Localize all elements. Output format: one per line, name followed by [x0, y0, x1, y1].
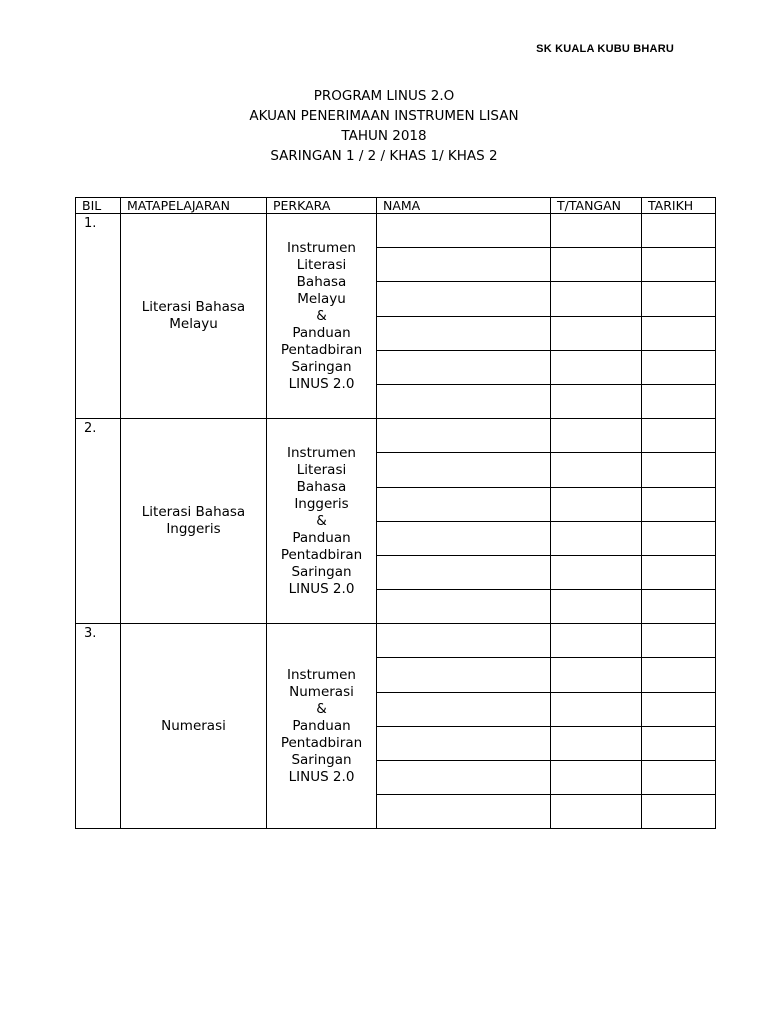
date-cell[interactable]	[642, 590, 716, 624]
name-cell[interactable]	[377, 248, 551, 282]
table-row	[76, 419, 716, 453]
signature-cell[interactable]	[551, 248, 642, 282]
date-cell[interactable]	[642, 624, 716, 658]
name-cell[interactable]	[377, 521, 551, 555]
name-cell[interactable]	[377, 761, 551, 795]
column-header-matapelajaran: MATAPELAJARAN	[121, 198, 267, 214]
column-header-ttangan: T/TANGAN	[551, 198, 642, 214]
date-cell[interactable]	[642, 795, 716, 829]
date-cell[interactable]	[642, 521, 716, 555]
signature-cell[interactable]	[551, 761, 642, 795]
date-cell[interactable]	[642, 761, 716, 795]
title-line-tahun: TAHUN 2018	[341, 128, 427, 144]
acceptance-table	[75, 197, 716, 829]
bil-cell: 3.	[76, 624, 121, 829]
name-cell[interactable]	[377, 453, 551, 487]
document-title-block	[0, 86, 768, 166]
bil-cell: 2.	[76, 419, 121, 624]
signature-cell[interactable]	[551, 384, 642, 418]
column-header-tarikh: TARIKH	[642, 198, 716, 214]
name-cell[interactable]	[377, 795, 551, 829]
name-cell[interactable]	[377, 214, 551, 248]
signature-cell[interactable]	[551, 282, 642, 316]
column-header-perkara: PERKARA	[267, 198, 377, 214]
signature-cell[interactable]	[551, 419, 642, 453]
table-row	[76, 624, 716, 658]
signature-cell[interactable]	[551, 555, 642, 589]
date-cell[interactable]	[642, 419, 716, 453]
name-cell[interactable]	[377, 350, 551, 384]
bil-cell: 1.	[76, 214, 121, 419]
school-name: SK KUALA KUBU BHARU	[536, 43, 674, 55]
signature-cell[interactable]	[551, 316, 642, 350]
name-cell[interactable]	[377, 555, 551, 589]
date-cell[interactable]	[642, 350, 716, 384]
name-cell[interactable]	[377, 726, 551, 760]
signature-cell[interactable]	[551, 624, 642, 658]
date-cell[interactable]	[642, 282, 716, 316]
signature-cell[interactable]	[551, 214, 642, 248]
title-line-program: PROGRAM LINUS 2.O	[313, 88, 455, 104]
name-cell[interactable]	[377, 282, 551, 316]
date-cell[interactable]	[642, 214, 716, 248]
name-cell[interactable]	[377, 487, 551, 521]
date-cell[interactable]	[642, 658, 716, 692]
name-cell[interactable]	[377, 590, 551, 624]
column-header-bil: BIL	[76, 198, 121, 214]
name-cell[interactable]	[377, 316, 551, 350]
date-cell[interactable]	[642, 248, 716, 282]
signature-cell[interactable]	[551, 350, 642, 384]
subject-cell: Literasi Bahasa Inggeris	[121, 419, 267, 624]
date-cell[interactable]	[642, 487, 716, 521]
signature-cell[interactable]	[551, 590, 642, 624]
name-cell[interactable]	[377, 692, 551, 726]
date-cell[interactable]	[642, 726, 716, 760]
date-cell[interactable]	[642, 555, 716, 589]
date-cell[interactable]	[642, 316, 716, 350]
item-cell: Instrumen Numerasi & Panduan Pentadbiran Saringan LINUS 2.0	[267, 624, 377, 829]
table-header-row	[76, 198, 716, 214]
table-body	[76, 214, 716, 829]
table-row	[76, 214, 716, 248]
name-cell[interactable]	[377, 419, 551, 453]
signature-cell[interactable]	[551, 453, 642, 487]
item-cell: Instrumen Literasi Bahasa Melayu & Panduan Pentadbiran Saringan LINUS 2.0	[267, 214, 377, 419]
signature-cell[interactable]	[551, 692, 642, 726]
column-header-nama: NAMA	[377, 198, 551, 214]
name-cell[interactable]	[377, 384, 551, 418]
signature-cell[interactable]	[551, 658, 642, 692]
subject-cell: Literasi Bahasa Melayu	[121, 214, 267, 419]
signature-cell[interactable]	[551, 795, 642, 829]
title-line-akuan: AKUAN PENERIMAAN INSTRUMEN LISAN	[249, 108, 519, 124]
signature-cell[interactable]	[551, 521, 642, 555]
date-cell[interactable]	[642, 692, 716, 726]
subject-cell: Numerasi	[121, 624, 267, 829]
title-line-saringan: SARINGAN 1 / 2 / KHAS 1/ KHAS 2	[270, 148, 498, 164]
name-cell[interactable]	[377, 624, 551, 658]
signature-cell[interactable]	[551, 726, 642, 760]
date-cell[interactable]	[642, 453, 716, 487]
name-cell[interactable]	[377, 658, 551, 692]
item-cell: Instrumen Literasi Bahasa Inggeris & Panduan Pentadbiran Saringan LINUS 2.0	[267, 419, 377, 624]
signature-cell[interactable]	[551, 487, 642, 521]
date-cell[interactable]	[642, 384, 716, 418]
